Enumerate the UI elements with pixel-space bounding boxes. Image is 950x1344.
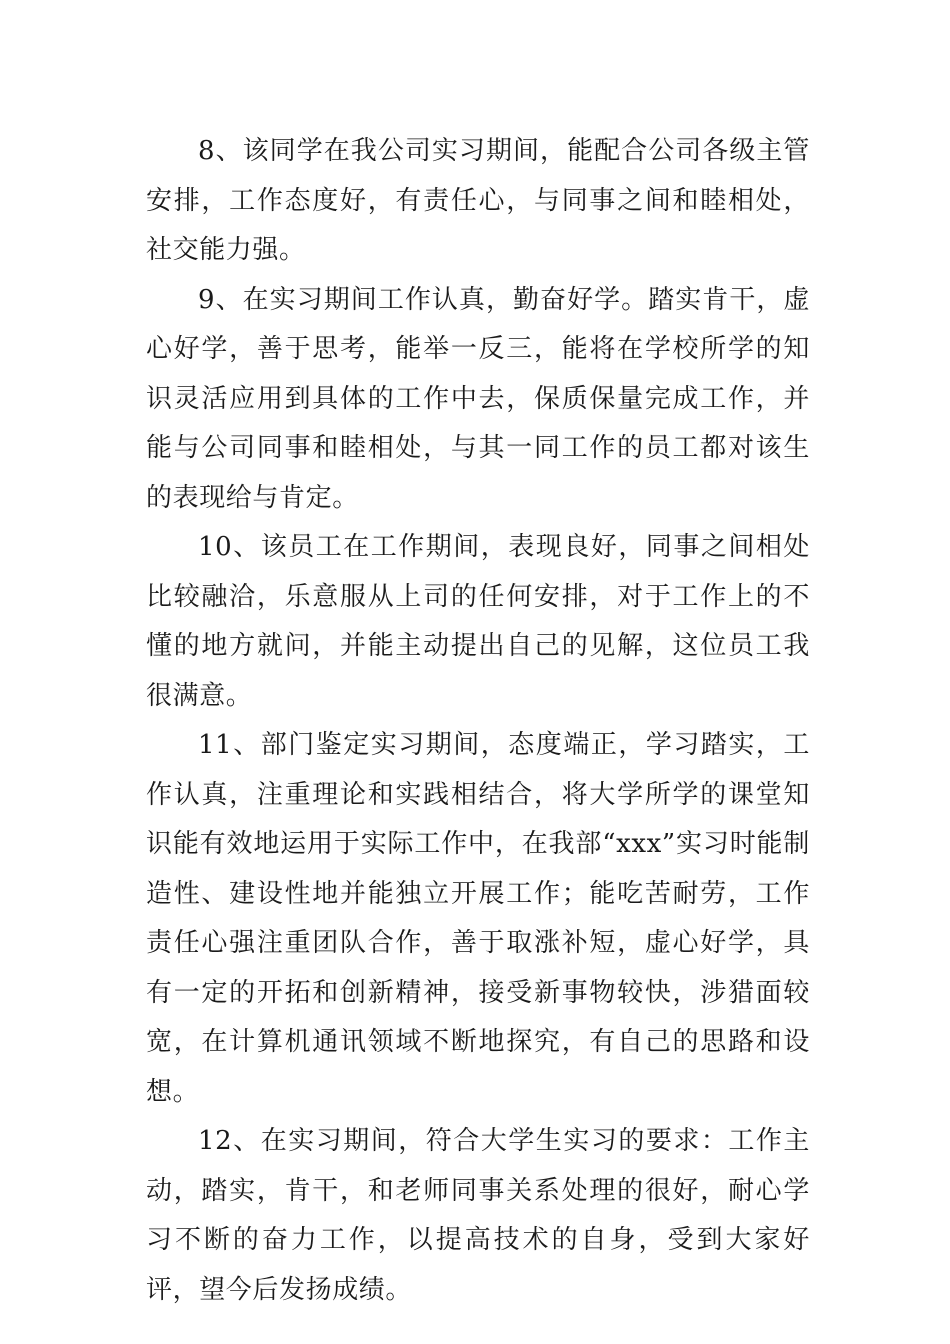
paragraph-10: 10、该员工在工作期间，表现良好，同事之间相处比较融洽，乐意服从上司的任何安排，对于工作上的不懂的地方就问，并能主动提出自己的见解，这位员工我很满意。 [146, 532, 810, 711]
paragraph-8: 8、该同学在我公司实习期间，能配合公司各级主管安排，工作态度好，有责任心，与同事之间和睦相处，社交能力强。 [146, 136, 810, 265]
document-body [146, 127, 810, 1315]
paragraph-11: 11、部门鉴定实习期间，态度端正，学习踏实，工作认真，注重理论和实践相结合，将大学所学的课堂知识能有效地运用于实际工作中，在我部“xxx”实习时能制造性、建设性地并能独立开展工作；能吃苦耐劳，工作责任心强注重团队合作，善于取涨补短，虚心好学，具有一定的开拓和创新精神，接受新事物较快，涉猎面较宽，在计算机通讯领域不断地探究，有自己的思路和设想。 [146, 730, 810, 1107]
paragraph-9: 9、在实习期间工作认真，勤奋好学。踏实肯干，虚心好学，善于思考，能举一反三，能将在学校所学的知识灵活应用到具体的工作中去，保质保量完成工作，并能与公司同事和睦相处，与其一同工作的员工都对该生的表现给与肯定。 [146, 284, 810, 513]
paragraph-12: 12、在实习期间，符合大学生实习的要求：工作主动，踏实，肯干，和老师同事关系处理的很好，耐心学习不断的奋力工作，以提高技术的自身，受到大家好评，望今后发扬成绩。 [146, 1126, 810, 1305]
